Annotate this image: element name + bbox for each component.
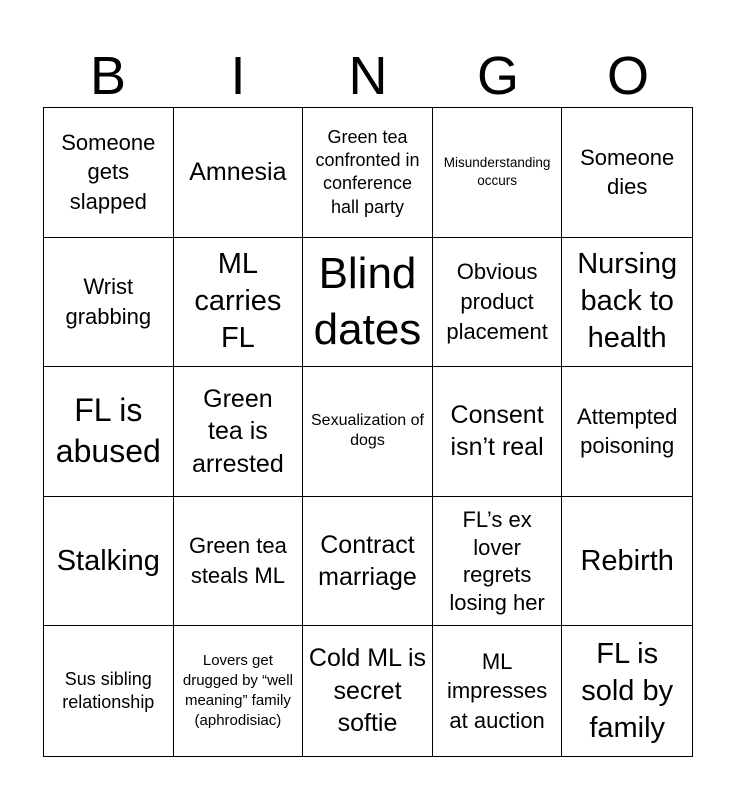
cell-text: Sexualization of dogs	[311, 411, 424, 450]
bingo-cell	[433, 497, 563, 627]
cell-text: Lovers get drugged by “well meaning” family (aphrodisiac)	[182, 651, 293, 730]
cell-text: Green tea is arrested	[192, 384, 284, 478]
cell-text: Sus sibling relationship	[62, 668, 155, 713]
cell-text: Green tea steals ML	[188, 533, 287, 589]
bingo-cell	[562, 367, 692, 497]
bingo-cell	[433, 367, 563, 497]
bingo-cell	[303, 367, 433, 497]
cell-text: Attempted poisoning	[577, 403, 678, 459]
bingo-cell	[174, 238, 304, 368]
bingo-cell	[44, 626, 174, 756]
bingo-cell	[562, 108, 692, 238]
header-letter-n: N	[348, 46, 388, 106]
bingo-cell	[303, 108, 433, 238]
bingo-cell	[562, 497, 692, 627]
cell-text: Obvious product placement	[446, 259, 548, 344]
header-letter-b: B	[89, 46, 127, 106]
bingo-cell	[303, 238, 433, 368]
bingo-board	[43, 107, 693, 757]
bingo-header	[43, 44, 693, 108]
cell-text: Misunderstanding occurs	[443, 155, 551, 189]
cell-text: Wrist grabbing	[65, 274, 152, 329]
cell-text: Consent isn’t real	[450, 400, 544, 462]
cell-text: Blind dates	[313, 248, 422, 354]
bingo-cell	[433, 626, 563, 756]
cell-text: Amnesia	[189, 158, 287, 187]
bingo-cell	[433, 108, 563, 238]
cell-text: Green tea confronted in conference hall party	[315, 126, 420, 217]
cell-text: ML carries FL	[194, 248, 282, 355]
bingo-cell	[174, 497, 304, 627]
bingo-cell	[433, 238, 563, 368]
header-letter-i: I	[230, 46, 246, 106]
bingo-cell	[44, 367, 174, 497]
cell-text: ML impresses at auction	[446, 648, 548, 734]
bingo-cell	[44, 108, 174, 238]
cell-text: FL is abused	[55, 391, 161, 470]
cell-text: Contract marriage	[318, 530, 417, 592]
bingo-cell	[44, 497, 174, 627]
bingo-cell	[562, 626, 692, 756]
bingo-cell	[174, 108, 304, 238]
bingo-cell	[562, 238, 692, 368]
cell-text: Someone gets slapped	[61, 129, 156, 215]
bingo-cell	[174, 626, 304, 756]
cell-text: Nursing back to health	[577, 248, 678, 355]
cell-text: Someone dies	[580, 144, 675, 200]
cell-text: FL’s ex lover regrets losing her	[449, 507, 545, 615]
bingo-cell	[174, 367, 304, 497]
cell-text: Rebirth	[580, 544, 674, 577]
header-letter-g: G	[476, 46, 519, 106]
cell-text: Stalking	[56, 544, 160, 577]
bingo-cell	[44, 238, 174, 368]
header-letter-o: O	[606, 46, 649, 106]
bingo-cell	[303, 497, 433, 627]
cell-text: FL is sold by family	[581, 637, 674, 744]
cell-text: Cold ML is secret softie	[308, 644, 427, 738]
bingo-cell	[303, 626, 433, 756]
